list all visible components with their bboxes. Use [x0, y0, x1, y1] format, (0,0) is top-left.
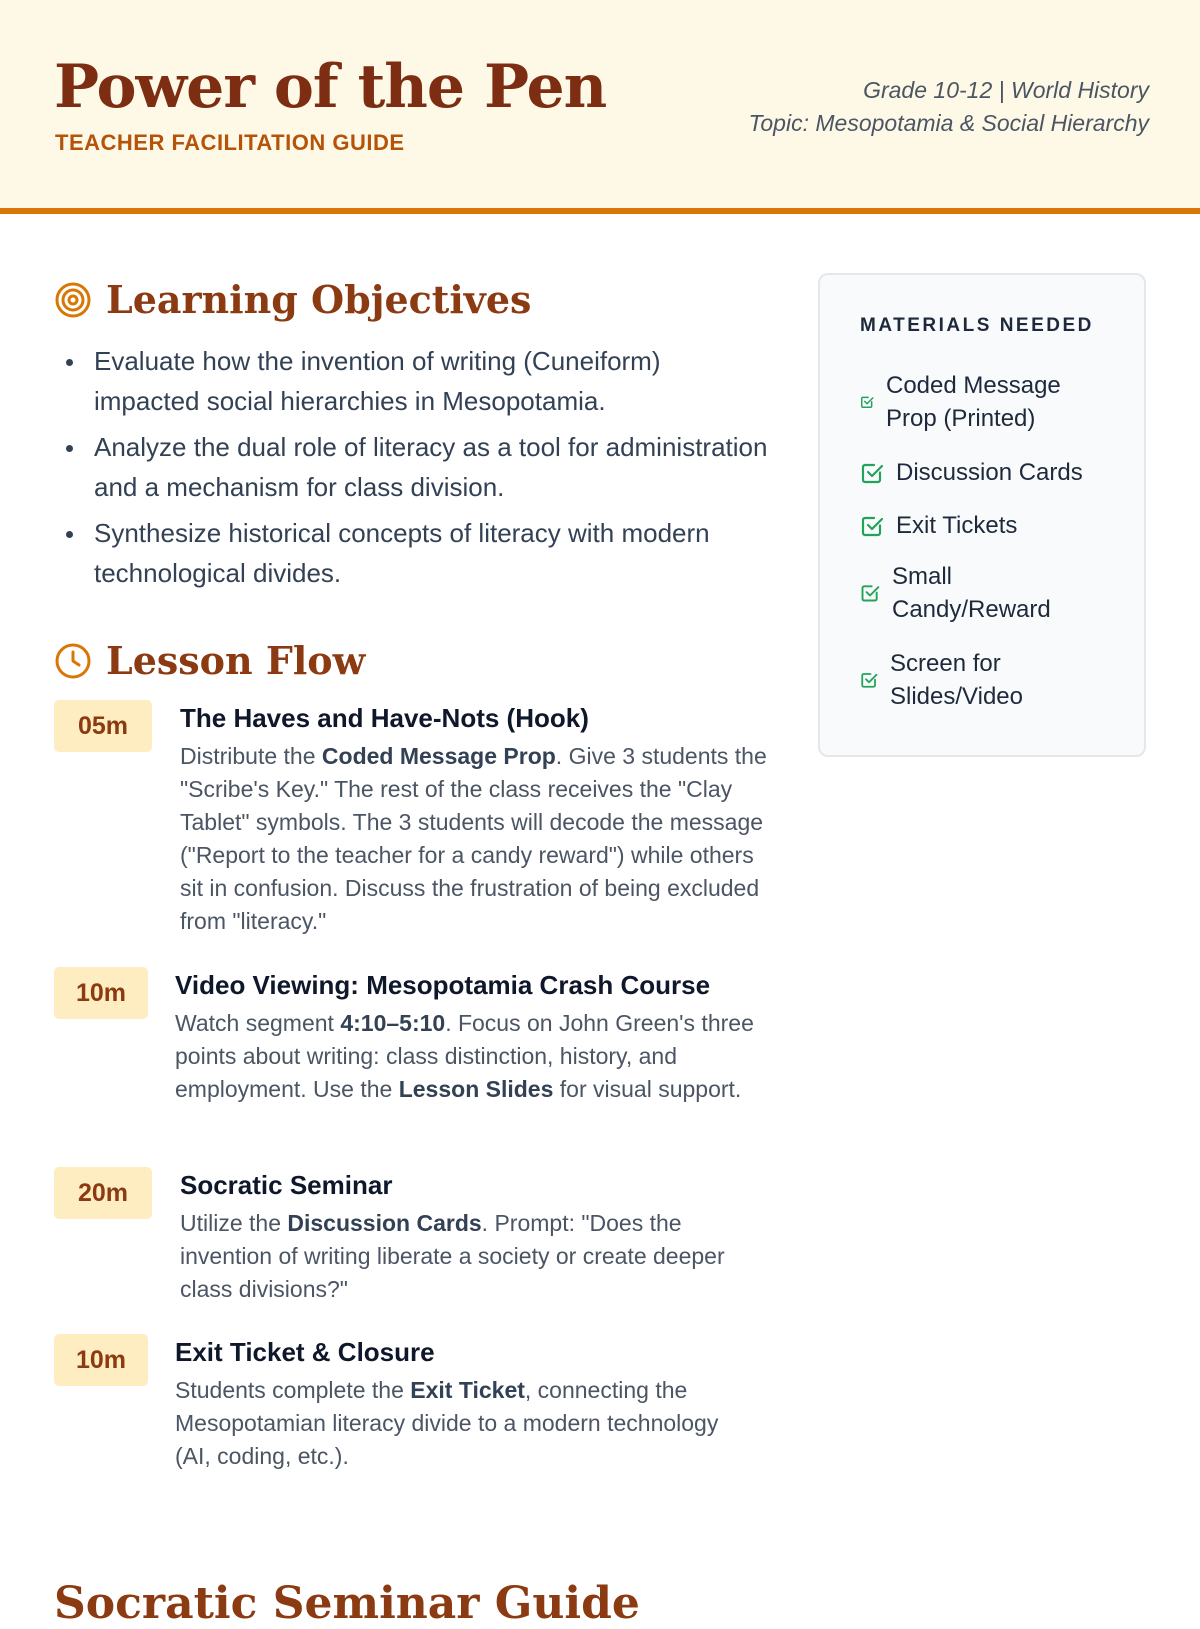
lesson-step	[54, 967, 774, 1147]
material-item	[860, 647, 1060, 713]
header-banner	[0, 0, 1200, 214]
lesson-step	[54, 700, 774, 940]
checkbox-icon	[860, 671, 878, 689]
desc-text: Distribute the	[180, 743, 322, 769]
desc-emphasis: 4:10–5:10	[340, 1010, 446, 1036]
checkbox-icon	[860, 583, 880, 603]
objective-item: Analyze the dual role of literacy as a tool for administration and a mechanism for class division.	[62, 427, 772, 507]
material-item	[860, 560, 1090, 626]
step-title: Socratic Seminar	[180, 1170, 393, 1200]
objective-item: Evaluate how the invention of writing (Cuneiform) impacted social hierarchies in Mesopotamia.	[62, 341, 772, 421]
materials-card	[818, 273, 1146, 757]
step-description	[175, 1007, 769, 1106]
desc-emphasis: Coded Message Prop	[321, 743, 556, 769]
time-badge: 05m	[54, 700, 152, 752]
step-description	[180, 1207, 740, 1306]
material-label: Screen for Slides/Video	[890, 650, 1023, 710]
material-label: Exit Tickets	[896, 512, 1018, 539]
socratic-guide-heading: Socratic Seminar Guide	[54, 1578, 640, 1629]
objectives-list	[62, 341, 772, 599]
time-badge: 10m	[54, 1334, 148, 1386]
material-item	[860, 456, 1110, 489]
clock-icon	[54, 642, 92, 680]
header-meta	[748, 74, 1149, 140]
desc-emphasis: Exit Ticket	[410, 1377, 525, 1403]
grade-line: Grade 10-12 | World History	[863, 77, 1149, 103]
time-badge: 10m	[54, 967, 148, 1019]
checkbox-icon	[860, 395, 874, 409]
step-title: Exit Ticket & Closure	[175, 1337, 435, 1367]
step-description	[180, 740, 774, 938]
material-item	[860, 369, 1090, 435]
desc-emphasis: Lesson Slides	[398, 1076, 554, 1102]
desc-text: for visual support.	[553, 1076, 742, 1102]
time-badge: 20m	[54, 1167, 152, 1219]
page-subtitle: TEACHER FACILITATION GUIDE	[55, 130, 405, 155]
objectives-heading-text: Learning Objectives	[106, 277, 532, 322]
desc-emphasis: Discussion Cards	[287, 1210, 482, 1236]
lesson-flow-heading-text: Lesson Flow	[106, 638, 366, 683]
topic-line: Topic: Mesopotamia & Social Hierarchy	[748, 110, 1149, 136]
materials-title: MATERIALS NEEDED	[860, 315, 1094, 336]
desc-text: . Focus on John Green's three points about writing: class distinction, history, and employment. Use the	[175, 1010, 754, 1102]
step-title: Video Viewing: Mesopotamia Crash Course	[175, 970, 711, 1000]
step-title: The Haves and Have-Nots (Hook)	[180, 703, 589, 733]
checkbox-icon	[860, 514, 884, 538]
checkbox-icon	[860, 461, 884, 485]
material-label: Coded Message Prop (Printed)	[886, 372, 1061, 432]
lesson-step	[54, 1334, 774, 1484]
material-label: Small Candy/Reward	[892, 563, 1051, 623]
desc-text: . Give 3 students the "Scribe's Key." The rest of the class receives the "Clay Tablet" symbols. The 3 students will decode the message ("Report to the teacher for a candy reward") while others sit in confusion. Discuss the frustration of being excluded from "literacy."	[180, 743, 767, 934]
lesson-flow-heading	[54, 638, 365, 683]
page-title: Power of the Pen	[54, 52, 607, 122]
target-icon	[54, 281, 92, 319]
lesson-step	[54, 1167, 774, 1317]
material-label: Discussion Cards	[896, 459, 1083, 486]
material-item	[860, 509, 1110, 542]
desc-text: Students complete the	[175, 1377, 411, 1403]
desc-text: Watch segment	[175, 1010, 341, 1036]
desc-text: Utilize the	[180, 1210, 288, 1236]
desc-text: . Prompt: "Does the invention of writing liberate a society or create deeper class divisions?"	[180, 1210, 725, 1302]
step-description	[175, 1374, 755, 1473]
objectives-heading	[54, 277, 531, 322]
desc-text: , connecting the Mesopotamian literacy divide to a modern technology (AI, coding, etc.).	[175, 1377, 719, 1469]
objective-item: Synthesize historical concepts of literacy with modern technological divides.	[62, 513, 772, 593]
